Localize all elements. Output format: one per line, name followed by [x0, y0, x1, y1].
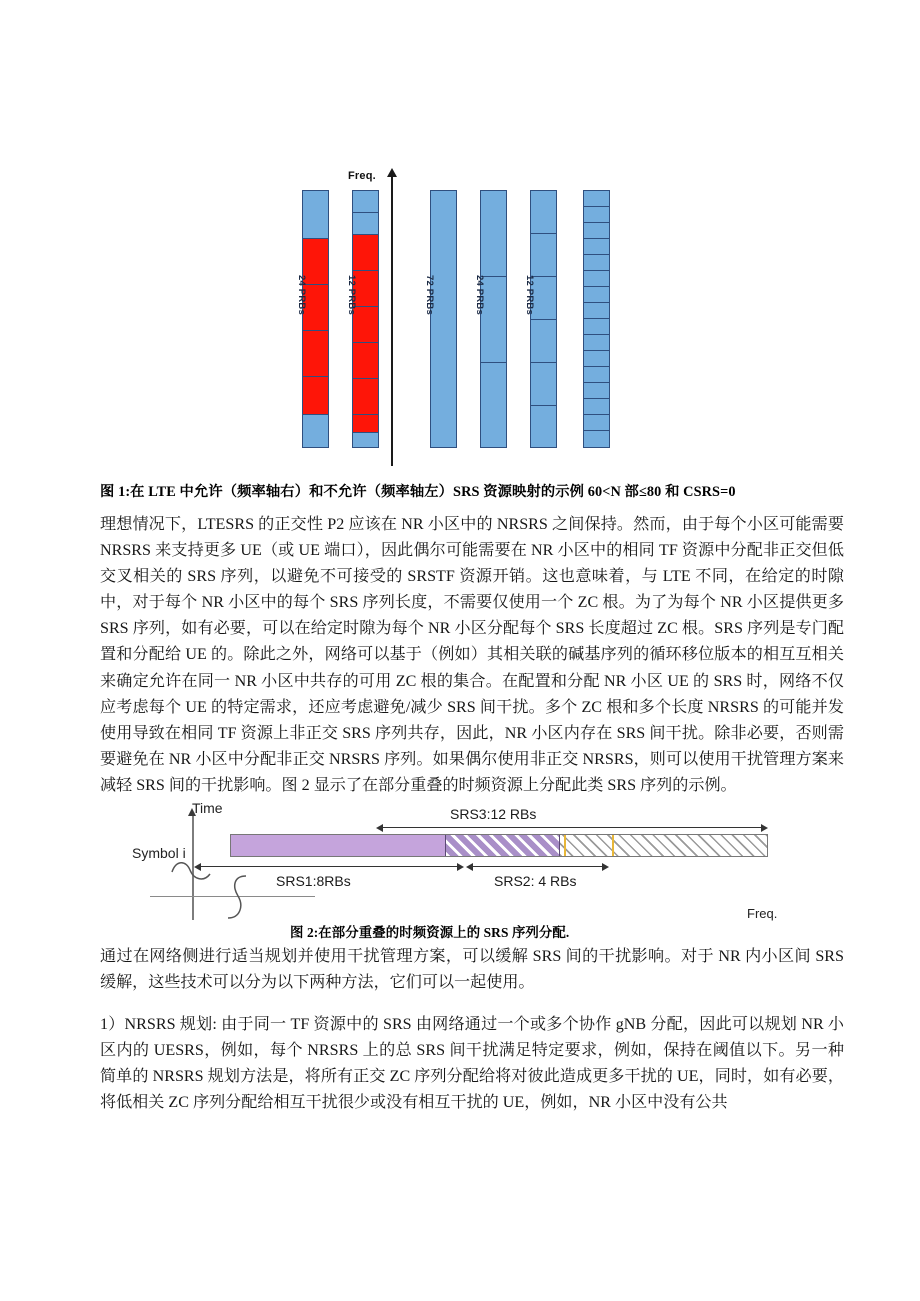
srs2-arrow-left-head — [466, 863, 473, 871]
bar-nr-24prbs — [480, 190, 507, 448]
bar-segment — [584, 223, 609, 239]
bar-segment — [303, 415, 328, 448]
srs3-span-arrow-line — [382, 827, 764, 828]
bar-segment — [481, 363, 506, 448]
bar-lte-12prbs — [352, 190, 379, 448]
bar-segment — [584, 431, 609, 448]
body-paragraph-1: 理想情况下，LTESRS 的正交性 P2 应该在 NR 小区中的 NRSRS 之间保持。然而，由于每个小区可能需要 NRSRS 来支持更多 UE（或 UE 端口），因此偶尔可能需要在 NR 小区中的相同 TF 资源中分配非正交但低交叉相关的 SRS 序列，以避免不可接受的 SRSTF 资源开销。这也意味着，与 LTE 不同，在给定的时隙中，对于每个 NR 小区中的每个 SRS 序列长度，不需要仅使用一个 ZC 根。为了为每个 NR 小区提供更多 SRS 序列，如有必要，可以在给定时隙为每个 NR 小区分配每个 SRS 长度超过 ZC 根。SRS 序列是专门配置和分配给 UE 的。除此之外，网络可以基于（例如）其相关联的碱基序列的循环移位版本的相互互相关来确定允许在同一 NR 小区中共存的可用 ZC 根的集合。在配置和分配 NR 小区 UE 的 SRS 时，网络不仅应考虑每个 UE 的特定需求，还应考虑避免/减少 SRS 间干扰。多个 ZC 根和多个长度 NRSRS 的可能并发使用导致在相同 TF 资源上非正交 SRS 序列共存，因此，NR 小区内存在 SRS 间干扰。除非必要，否则需要避免在 NR 小区中分配非正交 NRSRS 序列。如果偶尔使用非正交 NRSRS，则可以使用干扰管理方案来减轻 SRS 间的干扰影响。图 2 显示了在部分重叠的时频资源上分配此类 SRS 序列的示例。 — [100, 516, 844, 794]
bar-nr-72prbs-label: 72 PRBs — [424, 275, 435, 316]
bar-segment — [353, 379, 378, 415]
bar-segment — [303, 331, 328, 377]
srs3-label: SRS3:12 RBs — [450, 806, 537, 822]
srs2-arrow-right-head — [602, 863, 609, 871]
bar-segment — [303, 191, 328, 239]
srs3-arrow-right-head — [761, 824, 768, 832]
srs1-segment — [231, 835, 446, 856]
bar-segment — [531, 363, 556, 406]
bar-segment — [531, 320, 556, 363]
bar-lte-12prbs-label: 12 PRBs — [346, 275, 357, 316]
axis-break-squiggle-icon-2 — [220, 874, 254, 922]
srs3-arrow-left-head — [376, 824, 383, 832]
bar-segment — [353, 213, 378, 235]
bar-nr-4prbs — [583, 190, 610, 448]
bar-segment — [584, 239, 609, 255]
figure-2-srs-allocation — [132, 800, 792, 920]
bar-nr-72prbs — [430, 190, 457, 448]
bar-lte-24prbs-label: 24 PRBs — [296, 275, 307, 316]
bar-segment — [353, 415, 378, 433]
symbol-index-label: Symbol i — [132, 845, 186, 861]
srs1-srs2-overlap-segment — [446, 835, 560, 856]
bar-segment — [353, 343, 378, 379]
bar-segment — [584, 335, 609, 351]
bar-segment — [584, 399, 609, 415]
bar-segment — [531, 191, 556, 234]
bar-segment — [584, 351, 609, 367]
bar-segment — [584, 287, 609, 303]
bar-segment — [584, 191, 609, 207]
srs1-arrow-left-head — [194, 863, 201, 871]
bar-segment — [584, 303, 609, 319]
srs2-segment — [560, 835, 767, 856]
bar-segment — [353, 235, 378, 271]
bar-segment — [353, 433, 378, 448]
bar-lte-24prbs — [302, 190, 329, 448]
bar-segment — [353, 191, 378, 213]
bar-segment — [481, 191, 506, 277]
bar-segment — [303, 377, 328, 415]
frequency-axis-arrow-icon — [387, 168, 397, 177]
bar-nr-12prbs-label: 12 PRBs — [524, 275, 535, 316]
bar-nr-24prbs-label: 24 PRBs — [474, 275, 485, 316]
bar-segment — [584, 319, 609, 335]
time-axis-label: Time — [192, 800, 223, 816]
figure-2-caption: 图 2:在部分重叠的时频资源上的 SRS 序列分配. — [290, 925, 570, 940]
figure-1-srs-resource-mapping — [290, 168, 630, 468]
figure-1-caption: 图 1:在 LTE 中允许（频率轴右）和不允许（频率轴左）SRS 资源映射的示例 60<N 部≤80 和 CSRS=0 — [100, 484, 736, 500]
srs1-span-arrow-line — [200, 866, 460, 867]
freq-axis-label: Freq. — [747, 906, 778, 921]
body-paragraph-3: 1）NRSRS 规划: 由于同一 TF 资源中的 SRS 由网络通过一个或多个协作 gNB 分配，因此可以规划 NR 小区内的 UESRS，例如，每个 NRSRS 上的总 SRS 间干扰满足特定要求，例如，保持在阈值以下。另一种简单的 NRSRS 规划方法是，将所有正交 ZC 序列分配给将对彼此造成更多干扰的 UE，同时，如有必要，将低相关 ZC 序列分配给相互干扰很少或没有相互干扰的 UE，例如，NR 小区中没有公共 — [100, 1016, 844, 1112]
resource-band — [230, 834, 768, 857]
srs1-label: SRS1:8RBs — [276, 873, 351, 889]
srs1-arrow-right-head — [457, 863, 464, 871]
rb-boundary-tick-2 — [612, 835, 614, 856]
bar-segment — [584, 255, 609, 271]
frequency-axis-line — [391, 174, 393, 466]
bar-segment — [431, 191, 456, 448]
body-paragraph-2: 通过在网络侧进行适当规划并使用干扰管理方案，可以缓解 SRS 间的干扰影响。对于 NR 内小区间 SRS 缓解，这些技术可以分为以下两种方法，它们可以一起使用。 — [100, 948, 844, 992]
srs2-label: SRS2: 4 RBs — [494, 873, 577, 889]
bar-segment — [584, 383, 609, 399]
rb-boundary-tick-1 — [564, 835, 566, 856]
bar-segment — [584, 207, 609, 223]
bar-segment — [584, 271, 609, 287]
bar-segment — [531, 234, 556, 277]
bar-nr-12prbs — [530, 190, 557, 448]
bar-segment — [584, 367, 609, 383]
frequency-axis-label: Freq. — [348, 170, 376, 182]
bar-segment — [531, 406, 556, 448]
srs2-span-arrow-line — [472, 866, 605, 867]
bar-segment — [584, 415, 609, 431]
axis-break-squiggle-icon — [170, 856, 220, 890]
